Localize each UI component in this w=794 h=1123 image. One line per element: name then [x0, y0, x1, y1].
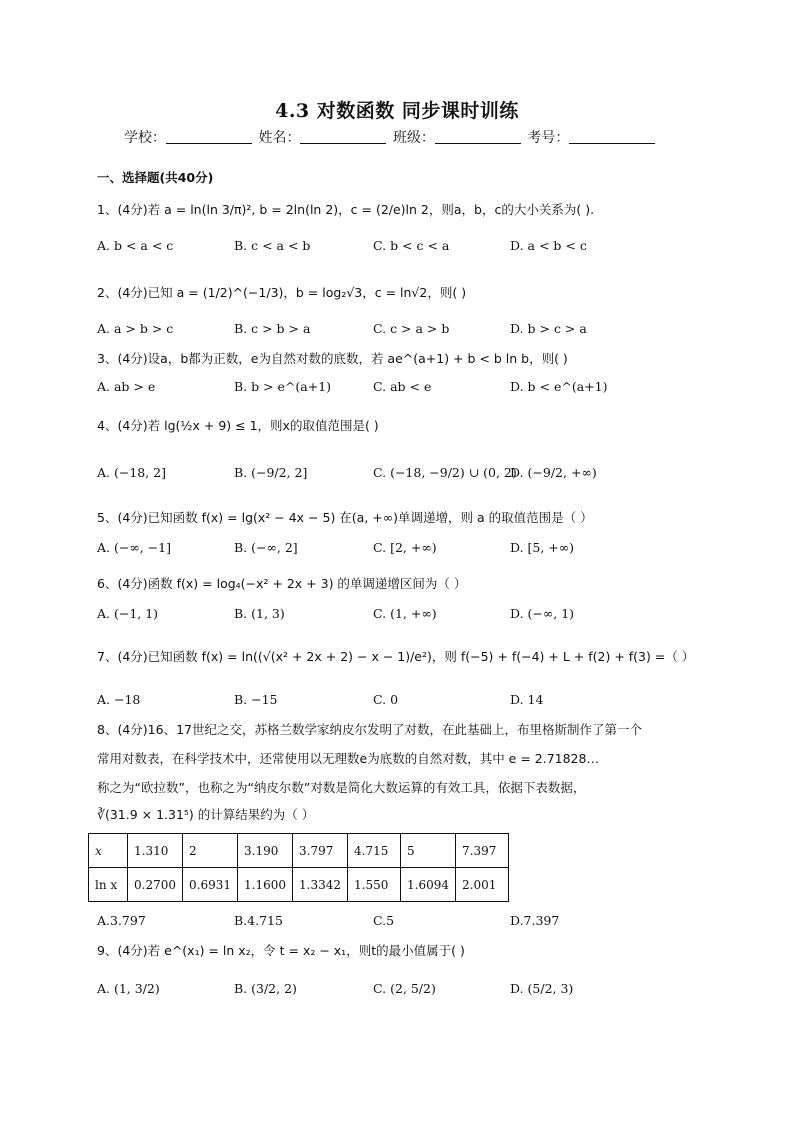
student-info-line — [124, 127, 657, 147]
name-label: 姓名： — [258, 130, 301, 146]
table-cell: 0.2700 — [128, 868, 183, 902]
school-label: 学校： — [124, 130, 166, 146]
table-cell: 1.1600 — [238, 868, 293, 902]
option-a[interactable]: A. −18 — [97, 692, 141, 707]
table-row — [89, 868, 509, 902]
table-cell: 2 — [183, 834, 238, 868]
class-label: 班级： — [392, 130, 435, 146]
option-c[interactable]: C. (1, +∞) — [373, 606, 437, 621]
page-title: 4.3 对数函数 同步课时训练 — [275, 100, 519, 122]
log-table — [88, 833, 509, 902]
option-b[interactable]: B. (1, 3) — [234, 606, 285, 621]
question-9-options — [97, 981, 717, 1003]
option-d[interactable]: D. (−∞, 1) — [510, 606, 575, 621]
question-4-options — [97, 465, 717, 487]
option-c[interactable]: C. [2, +∞) — [373, 540, 437, 555]
option-d[interactable]: D. (−9/2, +∞) — [510, 465, 597, 480]
number-blank[interactable] — [569, 131, 655, 144]
option-d[interactable]: D. b > c > a — [510, 321, 587, 336]
question-1-options — [97, 238, 717, 260]
option-c[interactable]: C.5 — [373, 913, 395, 928]
option-b[interactable]: B. (−∞, 2] — [234, 540, 298, 555]
option-a[interactable]: A. (−∞, −1] — [97, 540, 171, 555]
question-7-options — [97, 692, 717, 714]
option-b[interactable]: B. c < a < b — [234, 238, 311, 253]
option-c[interactable]: C. 0 — [373, 692, 399, 707]
table-cell: 2.001 — [456, 868, 509, 902]
table-cell: 0.6931 — [183, 868, 238, 902]
option-a[interactable]: A. (1, 3/2) — [97, 981, 160, 996]
table-cell: 1.6094 — [401, 868, 456, 902]
option-a[interactable]: A. (−1, 1) — [97, 606, 159, 621]
option-b[interactable]: B. b > e^(a+1) — [234, 379, 332, 394]
table-header-lnx: ln x — [89, 868, 128, 902]
option-a[interactable]: A. a > b > c — [97, 321, 174, 336]
option-d[interactable]: D. 14 — [510, 692, 544, 707]
question-7: 7、(4分)已知函数 f(x) = ln((√(x² + 2x + 2) − x − 1)/e²)，则 f(−5) + f(−4) + L + f(2) + f(3) =（ ） — [97, 649, 695, 664]
option-d[interactable]: D. (5/2, 3) — [510, 981, 574, 996]
option-b[interactable]: B. (3/2, 2) — [234, 981, 297, 996]
option-c[interactable]: C. (2, 5/2) — [373, 981, 436, 996]
question-8-line-3: 称之为“欧拉数”，也称之为“纳皮尔数”对数是简化大数运算的有效工具，依据下表数据， — [97, 780, 586, 795]
class-blank[interactable] — [435, 131, 521, 144]
option-c[interactable]: C. b < c < a — [373, 238, 450, 253]
question-1: 1、(4分)若 a = ln(ln 3/π)², b = 2ln(ln 2)，c = (2/e)ln 2，则a，b，c的大小关系为( ). — [97, 202, 595, 217]
question-8-line-2: 常用对数表，在科学技术中，还常使用以无理数e为底数的自然对数，其中 e = 2.71828… — [97, 751, 599, 766]
question-3: 3、(4分)设a，b都为正数，e为自然对数的底数，若 ae^(a+1) + b < b ln b，则( ) — [97, 351, 568, 366]
option-a[interactable]: A. ab > e — [97, 379, 156, 394]
table-cell: 3.190 — [238, 834, 293, 868]
option-a[interactable]: A.3.797 — [97, 913, 146, 928]
option-d[interactable]: D. [5, +∞) — [510, 540, 575, 555]
option-a[interactable]: A. b < a < c — [97, 238, 174, 253]
table-cell: 3.797 — [293, 834, 348, 868]
question-9: 9、(4分)若 e^(x₁) = ln x₂，令 t = x₂ − x₁，则t的最小值属于( ) — [97, 943, 465, 958]
table-cell: 1.310 — [128, 834, 183, 868]
option-c[interactable]: C. ab < e — [373, 379, 432, 394]
option-b[interactable]: B. c > b > a — [234, 321, 311, 336]
section-heading: 一、选择题(共40分) — [97, 170, 214, 185]
option-c[interactable]: C. c > a > b — [373, 321, 450, 336]
question-2-options — [97, 321, 717, 343]
school-blank[interactable] — [166, 131, 252, 144]
table-cell: 7.397 — [456, 834, 509, 868]
table-cell: 1.3342 — [293, 868, 348, 902]
table-header-x: x — [89, 834, 128, 868]
option-d[interactable]: D. b < e^(a+1) — [510, 379, 608, 394]
option-d[interactable]: D.7.397 — [510, 913, 560, 928]
name-blank[interactable] — [300, 131, 386, 144]
question-6-options — [97, 606, 717, 628]
question-8-line-1: 8、(4分)16、17世纪之交，苏格兰数学家纳皮尔发明了对数，在此基础上，布里格斯制作了第一个 — [97, 722, 642, 737]
question-2: 2、(4分)已知 a = (1/2)^(−1/3)，b = log₂√3，c = ln√2，则( ) — [97, 285, 467, 300]
question-4: 4、(4分)若 lg(½x + 9) ≤ 1，则x的取值范围是( ) — [97, 418, 379, 433]
option-b[interactable]: B. (−9/2, 2] — [234, 465, 308, 480]
question-5: 5、(4分)已知函数 f(x) = lg(x² − 4x − 5) 在(a, +∞)单调递增，则 a 的取值范围是（ ） — [97, 510, 593, 525]
question-8-line-4: ∛(31.9 × 1.31⁵) 的计算结果约为（ ） — [97, 807, 315, 822]
table-cell: 4.715 — [348, 834, 401, 868]
number-label: 考号： — [527, 130, 570, 146]
option-c[interactable]: C. (−18, −9/2) ∪ (0, 2) — [373, 465, 517, 480]
question-3-options — [97, 379, 717, 401]
question-8-options — [97, 913, 717, 935]
option-d[interactable]: D. a < b < c — [510, 238, 587, 253]
question-6: 6、(4分)函数 f(x) = log₄(−x² + 2x + 3) 的单调递增区间为（ ） — [97, 576, 467, 591]
table-row — [89, 834, 509, 868]
option-b[interactable]: B. −15 — [234, 692, 278, 707]
table-cell: 1.550 — [348, 868, 401, 902]
option-b[interactable]: B.4.715 — [234, 913, 283, 928]
table-cell: 5 — [401, 834, 456, 868]
question-5-options — [97, 540, 717, 562]
option-a[interactable]: A. (−18, 2] — [97, 465, 167, 480]
